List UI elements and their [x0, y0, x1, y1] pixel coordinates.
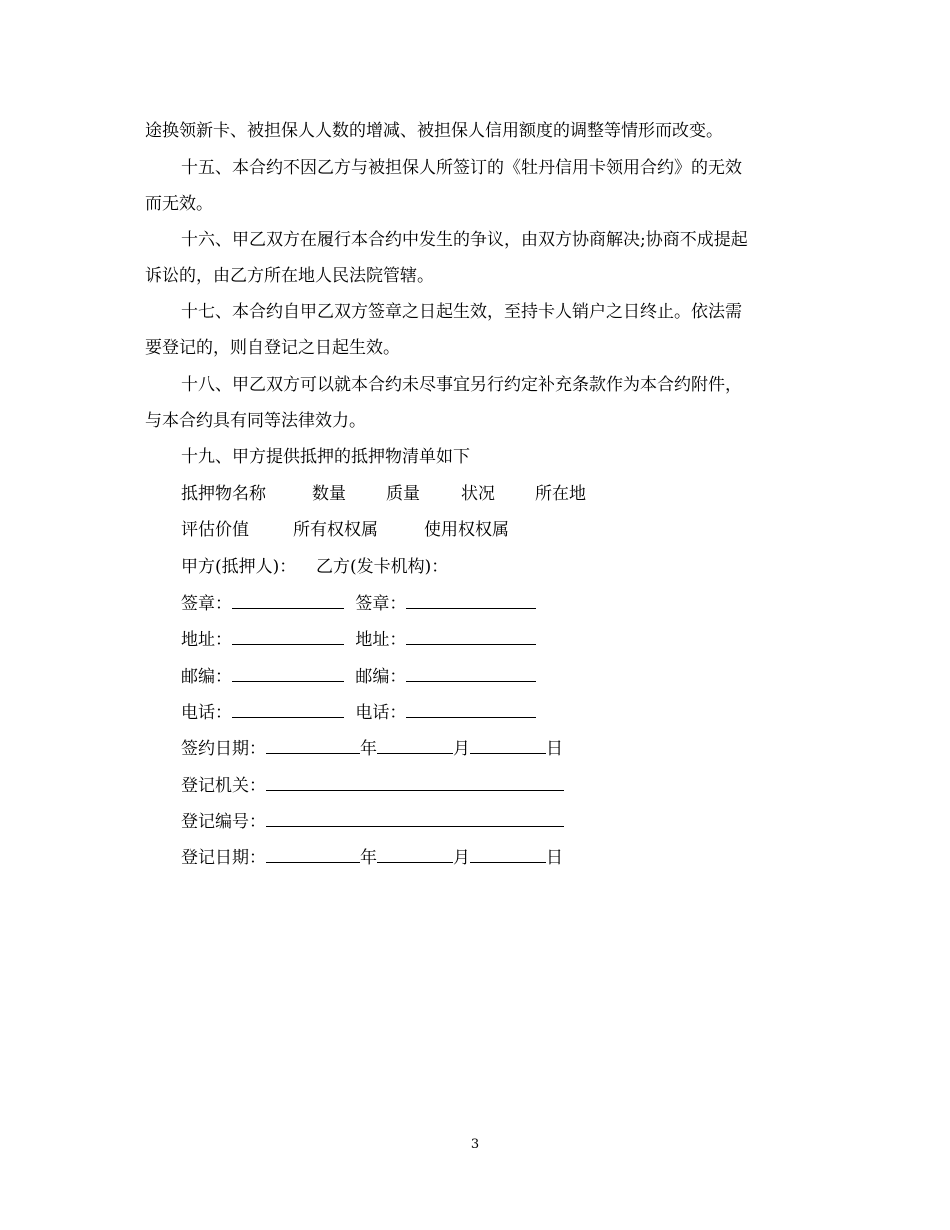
page-number: 3: [470, 1137, 480, 1152]
registration-month-field[interactable]: [377, 846, 453, 863]
registration-date-label: 登记日期：: [181, 848, 266, 868]
table-header-quality: 质量: [386, 484, 420, 504]
registration-day-label: 日: [546, 848, 563, 868]
seal-field-a[interactable]: [232, 592, 344, 609]
registration-authority-field[interactable]: [266, 774, 564, 791]
postcode-row: [181, 665, 536, 688]
signing-date-row: [181, 737, 563, 760]
party-a-label: 甲方(抵押人)：: [181, 557, 297, 577]
postcode-field-a[interactable]: [232, 665, 344, 682]
registration-date-row: [181, 846, 563, 869]
postcode-label-a: 邮编：: [181, 667, 232, 687]
registration-authority-row: [181, 774, 564, 797]
table-header-quantity: 数量: [312, 484, 346, 504]
party-b-label: 乙方(发卡机构)：: [316, 557, 449, 577]
registration-authority-label: 登记机关：: [181, 776, 266, 796]
paragraph-17-line-2: 要登记的，则自登记之日起生效。: [145, 338, 400, 358]
signing-year-field[interactable]: [266, 737, 360, 754]
registration-year-label: 年: [360, 848, 377, 868]
address-label-a: 地址：: [181, 630, 232, 650]
registration-year-field[interactable]: [266, 846, 360, 863]
address-field-b[interactable]: [406, 628, 536, 645]
phone-field-b[interactable]: [406, 701, 536, 718]
postcode-field-b[interactable]: [406, 665, 536, 682]
phone-label-b: 电话：: [355, 703, 407, 723]
table-header-collateral-name: 抵押物名称: [181, 484, 266, 504]
signing-month-label: 月: [453, 739, 470, 759]
signature-row: [181, 592, 536, 615]
table-header-location: 所在地: [535, 484, 586, 504]
paragraph-15-line-1: 十五、本合约不因乙方与被担保人所签订的《牡丹信用卡领用合约》的无效: [181, 158, 742, 178]
signing-year-label: 年: [360, 739, 377, 759]
signing-day-label: 日: [546, 739, 563, 759]
paragraph-18-line-2: 与本合约具有同等法律效力。: [145, 411, 366, 431]
table-header-use-rights: 使用权权属: [424, 520, 509, 540]
address-row: [181, 628, 536, 651]
seal-label-b: 签章：: [355, 594, 407, 614]
signing-date-label: 签约日期：: [181, 739, 266, 759]
address-label-b: 地址：: [355, 630, 407, 650]
table-header-assessed-value: 评估价值: [181, 520, 249, 540]
paragraph-15-line-2: 而无效。: [145, 194, 213, 214]
seal-label-a: 签章：: [181, 594, 232, 614]
paragraph-17-line-1: 十七、本合约自甲乙双方签章之日起生效，至持卡人销户之日终止。依法需: [181, 302, 742, 322]
paragraph-14-continuation: 途换领新卡、被担保人人数的增减、被担保人信用额度的调整等情形而改变。: [145, 121, 723, 141]
postcode-label-b: 邮编：: [355, 667, 407, 687]
signing-day-field[interactable]: [470, 737, 546, 754]
registration-number-row: [181, 810, 564, 833]
table-header-condition: 状况: [461, 484, 495, 504]
address-field-a[interactable]: [232, 628, 344, 645]
table-header-ownership: 所有权权属: [293, 520, 378, 540]
registration-day-field[interactable]: [470, 846, 546, 863]
signing-month-field[interactable]: [377, 737, 453, 754]
paragraph-18-line-1: 十八、甲乙双方可以就本合约未尽事宜另行约定补充条款作为本合约附件，: [181, 375, 742, 395]
paragraph-19: 十九、甲方提供抵押的抵押物清单如下: [181, 447, 470, 467]
paragraph-16-line-2: 诉讼的，由乙方所在地人民法院管辖。: [145, 266, 434, 286]
phone-row: [181, 701, 536, 724]
registration-number-label: 登记编号：: [181, 812, 266, 832]
seal-field-b[interactable]: [406, 592, 536, 609]
registration-month-label: 月: [453, 848, 470, 868]
paragraph-16-line-1: 十六、甲乙双方在履行本合约中发生的争议，由双方协商解决;协商不成提起: [181, 230, 748, 250]
phone-field-a[interactable]: [232, 701, 344, 718]
registration-number-field[interactable]: [266, 810, 564, 827]
phone-label-a: 电话：: [181, 703, 232, 723]
